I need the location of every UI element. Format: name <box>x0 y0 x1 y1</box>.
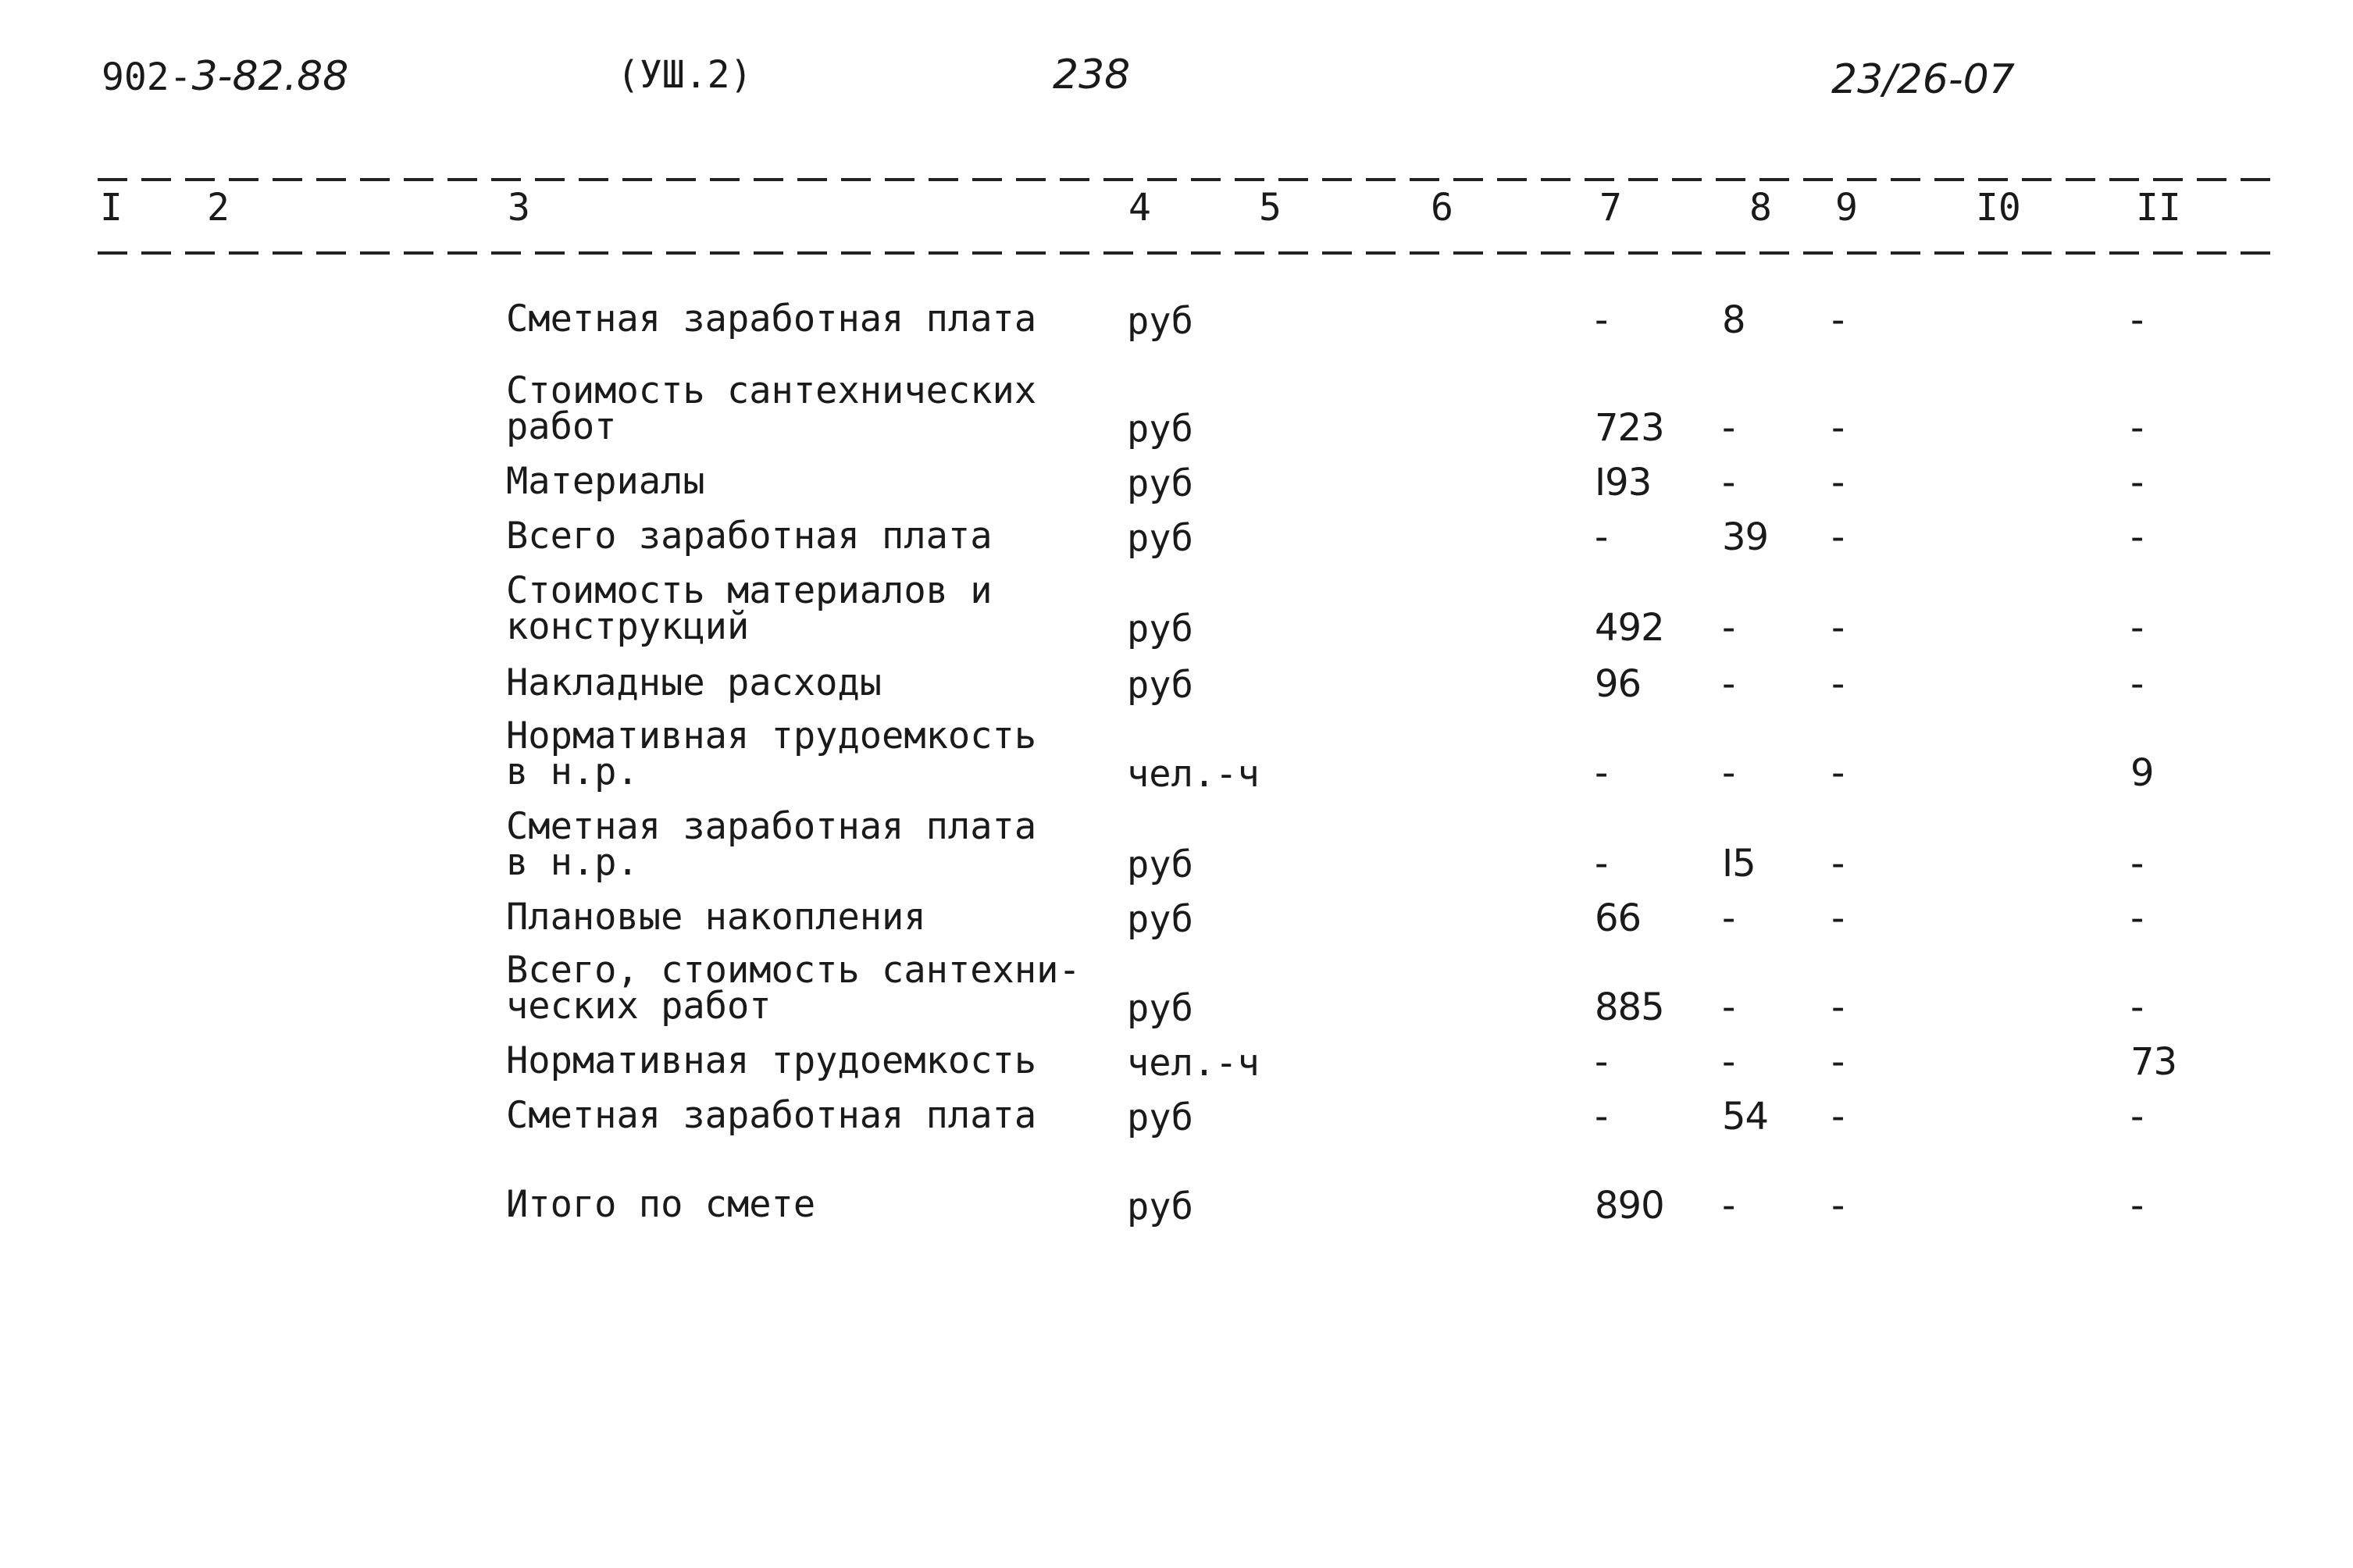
value-cell-c11: - <box>2130 298 2144 342</box>
unit-cell: чел.-ч <box>1127 1042 1260 1085</box>
value-cell-c9: - <box>1831 1040 1845 1084</box>
row-label: Итого по смете <box>506 1183 816 1226</box>
unit-cell: руб <box>1127 898 1193 941</box>
value-cell-c7: - <box>1595 515 1608 559</box>
row-label: Плановые накопления <box>506 896 926 939</box>
sheet-code: 23/26-07 <box>1831 56 2015 103</box>
unit-cell: руб <box>1127 1185 1193 1228</box>
value-cell-c9: - <box>1831 1095 1845 1139</box>
value-cell-c8: - <box>1722 606 1735 650</box>
unit-cell: чел.-ч <box>1127 753 1260 796</box>
value-cell-c9: - <box>1831 606 1845 650</box>
value-cell-c8: 8 <box>1722 298 1745 342</box>
value-cell-c11: 9 <box>2130 751 2154 795</box>
unit-cell: руб <box>1127 987 1193 1030</box>
value-cell-c9: - <box>1831 662 1845 706</box>
document-code <box>102 53 349 100</box>
column-number: I0 <box>1976 186 2021 230</box>
unit-cell: руб <box>1127 1096 1193 1139</box>
value-cell-c8: - <box>1722 985 1735 1029</box>
unit-cell: руб <box>1127 408 1193 451</box>
value-cell-c11: - <box>2130 842 2144 886</box>
row-label: Сметная заработная плата <box>506 1094 1037 1137</box>
row-label: Всего заработная плата <box>506 515 993 558</box>
value-cell-c11: - <box>2130 985 2144 1029</box>
value-cell-c7: 492 <box>1595 606 1664 650</box>
document-code-printed: 902- <box>102 55 192 99</box>
value-cell-c9: - <box>1831 896 1845 940</box>
value-cell-c8: - <box>1722 1040 1735 1084</box>
value-cell-c8: - <box>1722 461 1735 504</box>
row-label: Стоимость материалов и <box>506 569 993 612</box>
value-cell-c7: - <box>1595 1095 1608 1139</box>
value-cell-c7: - <box>1595 751 1608 795</box>
value-cell-c11: 73 <box>2130 1040 2177 1084</box>
value-cell-c8: - <box>1722 406 1735 450</box>
value-cell-c7: 890 <box>1595 1184 1664 1228</box>
row-label: конструкций <box>506 605 750 648</box>
value-cell-c8: - <box>1722 1184 1735 1228</box>
value-cell-c9: - <box>1831 842 1845 886</box>
value-cell-c11: - <box>2130 1184 2144 1228</box>
unit-cell: руб <box>1127 608 1193 650</box>
bottom-rule <box>98 251 2276 255</box>
value-cell-c8: I5 <box>1722 842 1756 886</box>
unit-cell: руб <box>1127 664 1193 707</box>
row-label: Всего, стоимость сантехни- <box>506 949 1081 992</box>
column-number: 3 <box>508 186 530 230</box>
row-label: в н.р. <box>506 750 639 793</box>
value-cell-c11: - <box>2130 662 2144 706</box>
value-cell-c11: - <box>2130 1095 2144 1139</box>
column-number: 6 <box>1431 186 1453 230</box>
row-label: работ <box>506 405 617 448</box>
value-cell-c9: - <box>1831 985 1845 1029</box>
column-number: 4 <box>1128 186 1151 230</box>
row-label: Материалы <box>506 460 705 503</box>
row-label: ческих работ <box>506 985 772 1028</box>
value-cell-c8: - <box>1722 896 1735 940</box>
row-label: Сметная заработная плата <box>506 805 1037 848</box>
value-cell-c8: 54 <box>1722 1095 1769 1139</box>
row-label: Сметная заработная плата <box>506 298 1037 340</box>
value-cell-c7: - <box>1595 298 1608 342</box>
column-number: II <box>2136 186 2181 230</box>
value-cell-c9: - <box>1831 406 1845 450</box>
column-number: 9 <box>1835 186 1858 230</box>
value-cell-c7: 885 <box>1595 985 1664 1029</box>
row-label: Стоимость сантехнических <box>506 369 1037 412</box>
value-cell-c7: I93 <box>1595 461 1652 504</box>
row-label: в н.р. <box>506 841 639 884</box>
top-rule <box>98 178 2276 181</box>
value-cell-c7: 96 <box>1595 662 1642 706</box>
column-number: 2 <box>207 186 230 230</box>
value-cell-c9: - <box>1831 751 1845 795</box>
page-number: 238 <box>1053 52 1131 98</box>
unit-cell: руб <box>1127 843 1193 886</box>
column-number: 5 <box>1259 186 1282 230</box>
value-cell-c9: - <box>1831 298 1845 342</box>
section-label: (УШ.2) <box>617 53 753 97</box>
value-cell-c11: - <box>2130 515 2144 559</box>
unit-cell: руб <box>1127 300 1193 343</box>
value-cell-c8: - <box>1722 751 1735 795</box>
value-cell-c11: - <box>2130 606 2144 650</box>
row-label: Нормативная трудоемкость <box>506 1039 1037 1082</box>
unit-cell: руб <box>1127 517 1193 560</box>
row-label: Нормативная трудоемкость <box>506 715 1037 757</box>
value-cell-c8: 39 <box>1722 515 1769 559</box>
value-cell-c7: 723 <box>1595 406 1664 450</box>
value-cell-c7: - <box>1595 1040 1608 1084</box>
column-number: 8 <box>1749 186 1772 230</box>
value-cell-c11: - <box>2130 406 2144 450</box>
value-cell-c9: - <box>1831 515 1845 559</box>
document-code-handwritten: 3-82.88 <box>191 53 349 100</box>
unit-cell: руб <box>1127 462 1193 505</box>
value-cell-c7: 66 <box>1595 896 1642 940</box>
value-cell-c9: - <box>1831 1184 1845 1228</box>
value-cell-c11: - <box>2130 896 2144 940</box>
value-cell-c7: - <box>1595 842 1608 886</box>
value-cell-c8: - <box>1722 662 1735 706</box>
value-cell-c11: - <box>2130 461 2144 504</box>
value-cell-c9: - <box>1831 461 1845 504</box>
column-number: I <box>100 186 123 230</box>
column-number: 7 <box>1599 186 1622 230</box>
row-label: Накладные расходы <box>506 661 882 704</box>
